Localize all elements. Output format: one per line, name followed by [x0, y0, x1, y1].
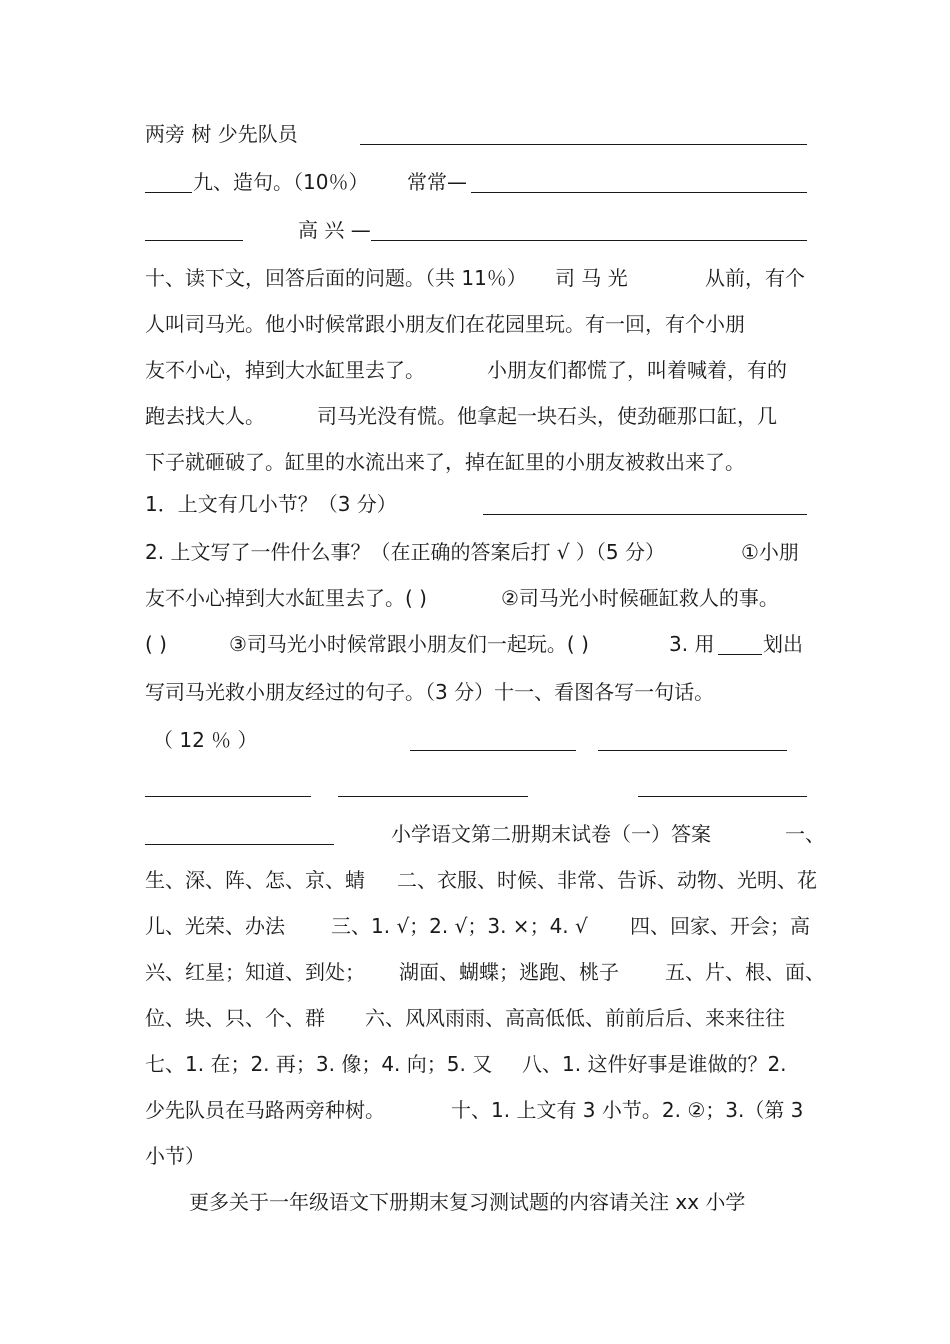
- text: 九、造句。（10％）: [193, 170, 369, 194]
- line-16: [145, 818, 825, 850]
- line-2: [145, 166, 810, 198]
- text: 划出: [763, 632, 803, 656]
- text: 二、衣服、时候、非常、告诉、动物、光明、花: [397, 868, 817, 892]
- text: 司马光没有慌。他拿起一块石头，使劲砸那口缸，几: [317, 404, 777, 428]
- text: 下子就砸破了。缸里的水流出来了，掉在缸里的小朋友被救出来了。: [145, 450, 745, 474]
- answer-blank: [718, 654, 762, 655]
- text: 十、1. 上文有 3 小节。2. ②；3.（第 3: [451, 1098, 804, 1122]
- text: 四、回家、开会；高: [630, 914, 810, 938]
- answer-blank: [145, 240, 243, 241]
- text: 七、1. 在；2. 再；3. 像；4. 向；5. 又: [145, 1052, 493, 1076]
- line-4: [145, 262, 810, 294]
- answer-key-title: 小学语文第二册期末试卷（一）答案: [391, 822, 711, 846]
- text: 人叫司马光。他小时候常跟小朋友们在花园里玩。有一回，有个小朋: [145, 312, 745, 336]
- line-21: [145, 1048, 810, 1080]
- question-2: [145, 536, 810, 568]
- answer-blank: [598, 750, 787, 751]
- line-6: [145, 354, 810, 386]
- passage-title: 司 马 光: [555, 266, 628, 290]
- line-13: [145, 676, 810, 708]
- text: 五、片、根、面、: [665, 960, 825, 984]
- answer-blank: [338, 796, 528, 797]
- answer-blank: [371, 240, 807, 241]
- line-15: [145, 770, 810, 802]
- text: ②司马光小时候砸缸救人的事。: [501, 586, 779, 610]
- line-18: [145, 910, 810, 942]
- text: 一、: [785, 822, 825, 846]
- line-12: [145, 628, 810, 660]
- line-3: [145, 214, 810, 246]
- line-20: [145, 1002, 810, 1034]
- text: 小朋友们都慌了，叫着喊着，有的: [487, 358, 787, 382]
- answer-blank: [145, 796, 311, 797]
- text: 从前，有个: [705, 266, 805, 290]
- text: 更多关于一年级语文下册期末复习测试题的内容请关注 xx 小学: [189, 1190, 746, 1214]
- line-14: [145, 724, 810, 756]
- text: 三、1. √；2. √；3. ×；4. √: [331, 914, 588, 938]
- footer-note: [145, 1186, 810, 1218]
- text: 兴、红星；知道、到处；: [145, 960, 365, 984]
- text: 1．上文有几小节？（3 分）: [145, 492, 397, 516]
- text: 两旁 树 少先队员: [145, 122, 298, 146]
- line-7: [145, 400, 810, 432]
- answer-blank: [410, 750, 576, 751]
- text: 友不小心掉到大水缸里去了。( ): [145, 586, 427, 610]
- text: 湖面、蝴蝶；逃跑、桃子: [399, 960, 619, 984]
- text: ③司马光小时候常跟小朋友们一起玩。( ): [229, 632, 589, 656]
- line-22: [145, 1094, 810, 1126]
- line-23: [145, 1140, 810, 1172]
- text: 生、深、阵、怎、京、蜻: [145, 868, 365, 892]
- line-1: [145, 118, 810, 150]
- answer-blank: [145, 192, 192, 193]
- answer-blank: [638, 796, 807, 797]
- answer-blank: [471, 192, 807, 193]
- text: 位、块、只、个、群: [145, 1006, 325, 1030]
- line-5: [145, 308, 810, 340]
- text: ①小朋: [741, 540, 799, 564]
- text: 少先队员在马路两旁种树。: [145, 1098, 385, 1122]
- line-11: [145, 582, 810, 614]
- text: 3. 用: [669, 632, 715, 656]
- text: 跑去找大人。: [145, 404, 265, 428]
- text: 八、1. 这件好事是谁做的？2.: [522, 1052, 787, 1076]
- text: 六、风风雨雨、高高低低、前前后后、来来往往: [365, 1006, 785, 1030]
- text: 儿、光荣、办法: [145, 914, 285, 938]
- line-8: [145, 446, 810, 478]
- question-1: [145, 488, 810, 520]
- text: 小节）: [145, 1144, 205, 1168]
- text: 高 兴 —: [298, 218, 371, 242]
- line-17: [145, 864, 817, 896]
- answer-blank: [145, 844, 334, 845]
- answer-blank: [360, 144, 807, 145]
- line-19: [145, 956, 825, 988]
- text: 友不小心，掉到大水缸里去了。: [145, 358, 425, 382]
- text: 十、读下文，回答后面的问题。（共 11％）: [145, 266, 527, 290]
- text: （ 12 ％ ）: [153, 728, 258, 752]
- text: 2. 上文写了一件什么事？（在正确的答案后打 √ ）（5 分）: [145, 540, 665, 564]
- answer-blank: [483, 514, 807, 515]
- text: ( ): [145, 632, 167, 656]
- text: 写司马光救小朋友经过的句子。（3 分）十一、看图各写一句话。: [145, 680, 715, 704]
- text: 常常—: [407, 170, 467, 194]
